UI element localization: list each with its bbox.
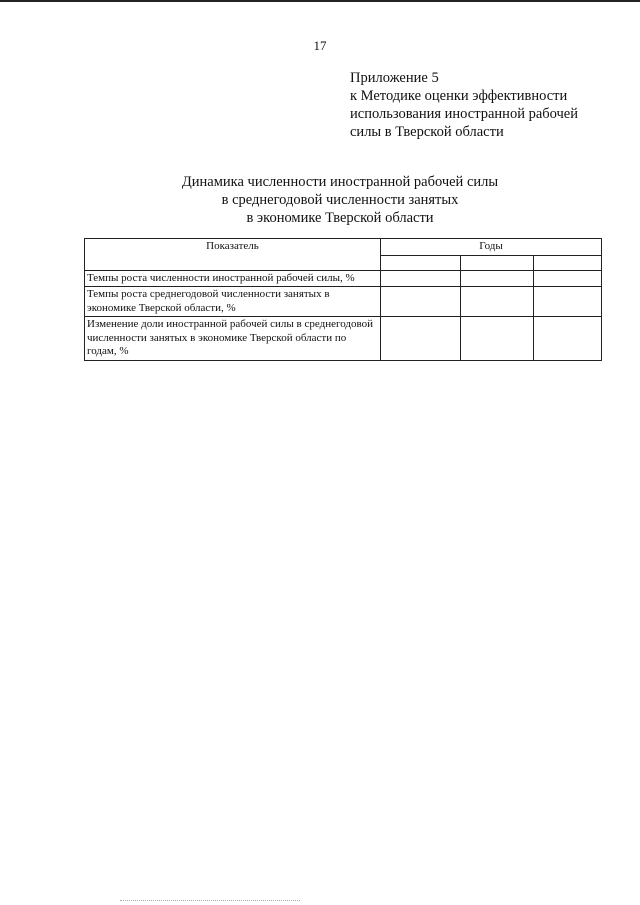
table-row: [85, 287, 602, 317]
value-cell: [381, 317, 461, 361]
value-cell: [534, 270, 602, 287]
header-indicator: Показатель: [85, 239, 381, 271]
title-line: в экономике Тверской области: [246, 210, 434, 226]
value-cell: [534, 287, 602, 317]
appendix-line: к Методике оценки эффективности: [350, 88, 568, 104]
appendix-heading: Приложение 5: [350, 70, 439, 86]
year-column-2: [461, 255, 534, 270]
scan-artifact: [120, 900, 300, 902]
value-cell: [381, 270, 461, 287]
value-cell: [381, 287, 461, 317]
year-column-1: [381, 255, 461, 270]
page-number: 17: [313, 38, 327, 53]
row-label: Темпы роста среднегодовой численности занятых в экономике Тверской области, %: [85, 287, 381, 317]
header-years: Годы: [381, 239, 602, 256]
year-column-3: [534, 255, 602, 270]
table-header-row: [85, 239, 602, 256]
value-cell: [461, 287, 534, 317]
value-cell: [461, 317, 534, 361]
value-cell: [461, 270, 534, 287]
appendix-line: использования иностранной рабочей: [350, 106, 579, 122]
table-row: [85, 270, 602, 287]
table-row: [85, 317, 602, 361]
title-line: Динамика численности иностранной рабочей силы: [181, 174, 499, 190]
scan-top-edge: [0, 0, 640, 2]
value-cell: [534, 317, 602, 361]
appendix-block: [350, 69, 635, 141]
row-label: Темпы роста численности иностранной рабочей силы, %: [85, 270, 381, 287]
row-label: Изменение доли иностранной рабочей силы в среднегодовой численности занятых в экономике Тверской области по годам, %: [85, 317, 381, 361]
dynamics-table: [84, 238, 602, 361]
appendix-line: силы в Тверской области: [350, 124, 504, 140]
document-title: [80, 173, 600, 227]
title-line: в среднегодовой численности занятых: [221, 192, 459, 208]
